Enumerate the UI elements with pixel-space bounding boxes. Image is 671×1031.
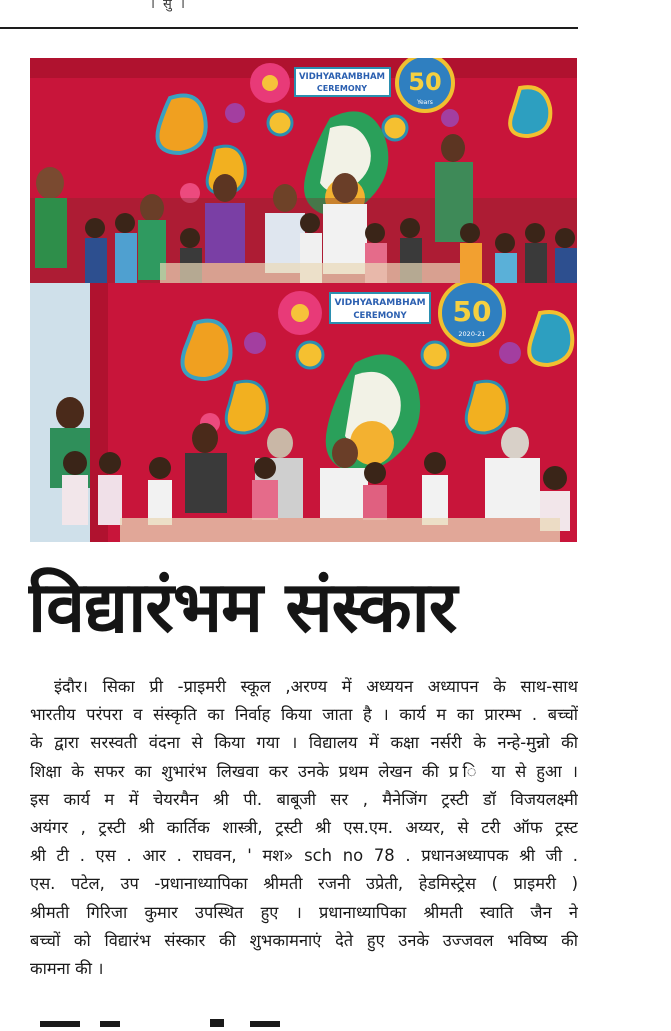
article-line: बच्चों को विद्यारंभ संस्कार की शुभकामनाएं देते हुए उनके उज्जवल भविष्य की xyxy=(30,930,578,950)
article-line: अयंगर , ट्रस्टी श्री कार्तिक शास्त्री, ट्रस्टी श्री एस.एम. अय्यर, से टरी ऑफ ट्रस्ट xyxy=(30,818,578,838)
column-divider-rule xyxy=(0,27,578,29)
event-photo-top xyxy=(30,58,577,285)
anniversary-badge-caption: Years xyxy=(417,99,433,106)
banner-title: VIDHYARAMBHAM xyxy=(334,298,426,308)
banner-subtitle: CEREMONY xyxy=(353,311,407,321)
article-line: शिक्षा के सफर का शुभारंभ लिखवा कर उनके प्रथम लेखन की प्र ि या से हुआ । xyxy=(30,761,578,781)
article-line: भारतीय परंपरा व संस्कृति का निर्वाह किया जाता है । कार्य म का प्रारम्भ . बच्चों xyxy=(30,705,578,725)
banner-title: VIDHYARAMBHAM xyxy=(298,72,386,82)
event-photo-bottom xyxy=(30,283,577,542)
article-headline: विद्यारंभम संस्कार xyxy=(28,566,457,648)
article-line: कामना की । xyxy=(30,959,104,979)
banner-subtitle: CEREMONY xyxy=(316,84,368,93)
previous-article-fragment: । सु । xyxy=(150,0,187,12)
article-line: श्रीमती गिरिजा कुमार उपस्थित हुए । प्रधानाध्यापिका श्रीमती स्वाति जैन ने xyxy=(30,902,578,922)
article-line: इंदौर। सिका प्री -प्राइमरी स्कूल ,अरण्य में अध्ययन अध्यापन के साथ-साथ xyxy=(54,677,578,696)
anniversary-badge-number: 50 xyxy=(408,68,442,96)
anniversary-badge-caption: 2020-21 xyxy=(458,330,486,338)
anniversary-badge-number: 50 xyxy=(452,295,492,328)
article-line: श्री टी . एस . आर . राघवन, ' मश» sch no 78 . प्रधानअध्यापक श्री जी . xyxy=(30,846,578,866)
article-body xyxy=(30,673,578,983)
article-line: इस कार्य म में चेयरमैन श्री पी. बाबूजी सर , मैनेजिंग ट्रस्टी डॉ विजयलक्ष्मी xyxy=(30,789,578,809)
article-line: के द्वारा सरस्वती वंदना से किया गया । विद्यालय में कक्षा नर्सरी के नन्हे-मुन्नो की xyxy=(30,733,578,753)
article-line: एस. पटेल, उप -प्रधानाध्यापिका श्रीमती रजनी उप्रेती, हेडमिस्ट्रेस ( प्राइमरी ) xyxy=(30,874,578,894)
